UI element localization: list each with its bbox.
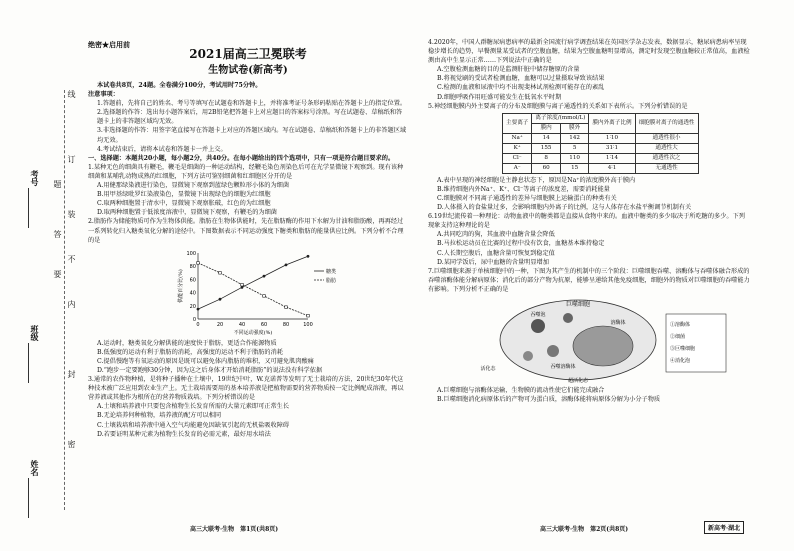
macrophage-figure-svg — [428, 296, 750, 384]
table-subheader: 膜内 — [532, 123, 561, 133]
notice-item: 3.非选择题的作答：用签字笔直接写在答题卡上对应的答题区域内。写在试题卷、草稿纸和答题卡上的非答题区域均无效。 — [97, 127, 407, 144]
legend-item: ②细菌 — [670, 333, 686, 340]
option-c[interactable]: C.人长期空腹后，血糖含量可恢复到稳定值 — [437, 249, 555, 257]
exam-number-label: 考号 — [30, 170, 40, 186]
data-point — [219, 271, 222, 274]
table-header: 离子浓度/(mmol/L) — [532, 113, 589, 123]
question-stem: 4.2020年，中国人群糖尿病患病率的最新全国流行病学调查结果在英国医学杂志发表，数据显示，糖尿病患病率呈现稳步增长的趋势，早餐测量某受试者的空腹血糖，结果为空腹血糖明显增高，测定时发现空腹血糖较正常值高，血液检测由高中生显示正常……下列说法中正确的是 — [428, 39, 750, 65]
vesicle-dot — [563, 313, 573, 323]
option-d[interactable]: D.细胞呼吸作用旺盛可能发生在低氧水平时期 — [437, 93, 562, 101]
table-cell: Na⁺ — [503, 133, 532, 143]
margin-hint: 要 — [53, 270, 62, 279]
margin-hint: 答 — [53, 230, 62, 239]
option-d[interactable]: D.“跑步一定要跑够30分钟，因为这之后身体才开始消耗脂肪”的说法没有科学依据 — [97, 366, 323, 374]
exam-info: 本试卷共8页，24题。全卷满分100分，考试用时75分钟。 — [97, 82, 262, 89]
page2-footer: 高三大联考·生物 第2页(共8页) — [540, 526, 629, 533]
question-stem: 1.某种无色的细菌具有鞭毛，鞭毛是细菌的一种运动结构，经鞭毛染色剂染色后可在光学显微镜下观察到。现有该种细菌和某哺乳动物成熟的红细胞，下列方法可鉴别细菌和红细胞区分开的是 — [88, 163, 404, 180]
table-cell: 60 — [532, 163, 561, 173]
option-a[interactable]: A.用健那绿染液进行染色，显微镜下观察到蓝绿色颗粒形小体的为细菌 — [97, 182, 290, 190]
option-d[interactable]: D.人体摄入的食盐量过多，会影响细胞内外离子的比例，这与人体存在水盐平衡调节机制有关 — [437, 204, 692, 212]
question-stem: 6.19世纪流传着一种理论：动物血液中的糖类都是直接从食物中来的。血液中糖类的多少取决于所吃糖的多少。下列现象支持这种理论的是 — [428, 213, 745, 230]
y-tick-label: 40 — [189, 290, 196, 297]
table-cell: K⁺ — [503, 143, 532, 153]
table-cell: 1∶14 — [589, 153, 635, 163]
question-stem: 3.通常的农作物种植，是将种子播种在土壤中，19世纪中叶，W.克诺普等发明了无土栽培的方法，20世纪30年代这种技术被广泛应用到农业生产上。无土栽培需要用的基本培养液是把植物需要的营养物质按一定比例配成溶液，再以营养液或其他作为根所在的营养物质栽培。下列分析错误的是 — [88, 376, 404, 402]
data-point — [197, 261, 200, 264]
data-point — [285, 263, 288, 266]
ion-table — [502, 113, 699, 174]
option-a[interactable]: A.巨噬细胞与溶酶体运输，生物膜的流动性使它们能完成融合 — [437, 386, 605, 394]
macrophage-figure — [428, 296, 750, 384]
legend-item: ③巨噬细胞 — [670, 345, 696, 352]
option-d[interactable]: D.某同学饭后，尿中血糖的含量明显增加 — [437, 258, 549, 266]
option-c[interactable]: C.取两种细胞置于清水中，显微镜下观察胀破，红色的为红细胞 — [97, 200, 271, 208]
option-b[interactable]: B.将视觉刷的受试者检测血糖，血糖可以过量摄取导致该结果 — [437, 75, 605, 83]
x-axis-label: 不同运动强度(%) — [233, 329, 273, 336]
margin-word: 封 — [67, 370, 76, 379]
option-a[interactable]: A.空腹检测血糖的目的是监测肝脏中储存糖原的含量 — [437, 66, 580, 74]
option-b[interactable]: B.无论培养何种植物，培养液的配方可以相同 — [97, 412, 222, 420]
energy-chart — [88, 247, 408, 337]
exam-subtitle: 生物试卷(新高考) — [208, 65, 288, 76]
data-point — [219, 297, 222, 300]
option-a[interactable]: A.共同吃肉的狗，其血液中血糖含量会降低 — [437, 231, 555, 239]
margin-word: 不 — [67, 255, 76, 264]
page2-column — [428, 38, 750, 404]
page1-column — [88, 38, 408, 439]
table-row — [503, 133, 699, 143]
x-tick-label: 20 — [216, 321, 224, 328]
data-point — [263, 294, 266, 297]
y-tick-label: 0 — [192, 316, 196, 323]
margin-word: 装 — [67, 210, 76, 219]
class-label: 班级 — [30, 325, 40, 341]
table-cell: 142 — [560, 133, 589, 143]
table-subheader: 膜外 — [560, 123, 589, 133]
option-a[interactable]: A.土壤和培养液中只要包含植物生长发育所需的大量元素即可正常生长 — [97, 403, 290, 411]
margin-word: 密 — [67, 440, 76, 449]
table-cell: 14 — [532, 133, 561, 143]
question-stem: 2.脂肪作为储能物质可作为生物体供能。脂肪在生物体供能时，先在脂肪酶的作用下水解为甘油和脂肪酸，再再经过一系列转化归入糖类氧化分解的途径中。下图数据表示不同运动强度下糖类和脂肪的能量供应比例。下列分析不合理的是 — [88, 218, 404, 244]
legend-entry: 脂肪 — [326, 277, 337, 284]
x-tick-label: 60 — [260, 321, 268, 328]
figure-label-lysosome: 溶酶体 — [610, 319, 626, 326]
table-cell: 31∶1 — [589, 143, 635, 153]
binding-margin — [0, 30, 82, 530]
data-point — [241, 283, 244, 286]
y-tick-label: 20 — [189, 303, 196, 310]
option-d[interactable]: D.若要证明某种元素为植物生长发育的必需元素，最好用水培法 — [97, 430, 271, 438]
section-heading: 一、选择题：本题共20小题，每小题2分，共40分。在每小题给出的四个选项中，只有一项是符合题目要求的。 — [88, 154, 395, 162]
table-cell: 通透性次之 — [635, 153, 698, 163]
table-cell: 155 — [532, 143, 561, 153]
figure-label-phagosome: 吞噬泡 — [530, 311, 546, 318]
margin-hint: 题 — [53, 180, 62, 189]
x-tick-label: 80 — [282, 321, 290, 328]
energy-chart-svg — [88, 247, 408, 337]
y-axis-label: 供能百分比(%) — [178, 268, 184, 303]
data-point — [197, 307, 200, 310]
series-line-2 — [198, 263, 308, 316]
option-c[interactable]: C.细胞膜对不同离子通透性的差异与细胞膜上运输蛋白的种类有关 — [437, 194, 617, 202]
notice-item: 1.答题前，先将自己的姓名、考号等填写在试题卷和答题卡上，并将准考证号条形码粘贴在答题卡上的指定位置。 — [97, 100, 407, 108]
table-cell: 5 — [560, 143, 589, 153]
question-stem: 5.神经细胞膜内外主要离子的分布及细胞膜与离子通透性的关系如下表所示。下列分析错误的是 — [428, 102, 688, 110]
option-c[interactable]: C.提倡慢跑等有氧运动的原因是既可以避免体内脂肪的堆积，又可避免肌肉酸痛 — [97, 357, 314, 365]
data-point — [263, 274, 266, 277]
data-point — [285, 306, 288, 309]
nucleus-shape — [573, 326, 633, 366]
figure-label-macrophage: 巨噬细胞 — [565, 300, 591, 308]
secret-stamp: 绝密★启用前 — [88, 40, 130, 49]
x-tick-label: 100 — [303, 321, 313, 328]
table-cell: 无通透性 — [635, 163, 698, 173]
option-a[interactable]: A.运动时，糖类氧化分解供能的速度快于脂肪，更适合作能源物质 — [97, 339, 277, 347]
table-cell: 110 — [560, 153, 589, 163]
seal-line — [64, 90, 65, 510]
table-header: 主要离子 — [503, 113, 532, 133]
question-stem: 7.巨噬细胞来源于单核细胞中的一种，下图为其产生的机制中的三个阶段：巨噬细胞吞噬、溶酶体与吞噬体融合形成的吞噬溶酶体能分解病原体；消化后的部分产物为抗原，能够呈递给其他免疫细胞，细胞外的物质对巨噬细胞的吞噬能力有影响。下列分析不正确的是 — [428, 267, 750, 293]
x-tick-label: 0 — [196, 321, 200, 328]
table-cell: 8 — [532, 153, 561, 163]
option-d[interactable]: D.取两种细胞置于低浓度溶液中，显微镜下观察，有鞭毛的为细菌 — [97, 209, 277, 217]
table-cell: 15 — [560, 163, 589, 173]
option-b[interactable]: B.马拉松运动员在比赛的过程中没有饮食，血糖基本维持稳定 — [437, 240, 605, 248]
y-tick-label: 60 — [189, 277, 196, 284]
lysosome-dot — [531, 319, 545, 333]
name-line[interactable] — [28, 478, 29, 518]
name-label: 姓名 — [30, 460, 40, 476]
figure-label-phagolysosome: 吞噬溶酶体 — [550, 363, 576, 370]
margin-word: 内 — [67, 300, 76, 309]
option-c[interactable]: C.土壤栽培和培养液中通入空气均能避免因缺氧引起的无机盐吸收障碍 — [97, 421, 290, 429]
lysosome-dot — [547, 345, 559, 357]
data-point — [307, 255, 310, 258]
option-c[interactable]: C.检测的血液和尿液中均不出现斐林试剂检测可能存在的紊乱 — [437, 84, 605, 92]
table-cell: 4∶1 — [589, 163, 635, 173]
table-row — [503, 143, 699, 153]
margin-word: 订 — [67, 155, 76, 164]
table-cell: 通透性很小 — [635, 133, 698, 143]
table-row — [503, 163, 699, 173]
table-header: 细胞膜对离子的通透性 — [635, 113, 698, 133]
exam-number-line[interactable] — [28, 188, 29, 228]
page1-footer: 高三大联考·生物 第1页(共8页) — [190, 526, 279, 533]
series-line-1 — [198, 256, 308, 309]
table-row — [503, 153, 699, 163]
vesicle-dot — [523, 351, 533, 361]
notice-item: 2.选择题的作答：选出每小题答案后，用2B铅笔把答题卡上对应题目的答案标号涂黑。写在试题卷、草稿纸和答题卡上的非答题区域均无效。 — [97, 109, 403, 126]
option-b[interactable]: B.低强度的运动有利于脂肪的消耗，高强度的运动不利于脂肪的消耗 — [97, 348, 283, 356]
data-point — [307, 314, 310, 317]
exam-title: 2021届高三卫冕联考 — [189, 47, 307, 61]
table-cell: Cl⁻ — [503, 153, 532, 163]
option-b[interactable]: B.巨噬细胞消化病原体后的产物可为蛋白质，溶酶体能将病原体分解为小分子物质 — [437, 396, 661, 404]
table-cell: 1∶10 — [589, 133, 635, 143]
option-a[interactable]: A.表中呈现的神经细胞是主静息状态下，原因是Na⁺的浓度膜外高于膜内 — [437, 176, 636, 184]
option-b[interactable]: B.用甲基绿吡罗红染液染色，显微镜下出现绿色的细胞为红细胞 — [97, 191, 271, 199]
margin-word: 线 — [67, 90, 76, 99]
data-point — [241, 286, 244, 289]
figure-label-hyperactivated: 超活化态 — [567, 377, 589, 384]
legend-entry: 糖类 — [326, 268, 337, 275]
edition-badge: 新高考·湖北 — [704, 521, 744, 534]
option-b[interactable]: B.维持细胞内外Na⁺、K⁺、Cl⁻等离子的浓度差，需要消耗能量 — [437, 185, 610, 193]
legend-item: ④消化泡 — [670, 357, 691, 364]
class-line[interactable] — [28, 343, 29, 383]
table-cell: 通透性大 — [635, 143, 698, 153]
notice-heading: 注意事项： — [88, 91, 119, 99]
table-cell: A⁻ — [503, 163, 532, 173]
x-tick-label: 40 — [238, 321, 246, 328]
notice-item: 4.考试结束后，请将本试卷和答题卡一并上交。 — [97, 145, 227, 153]
figure-label-activated: 活化态 — [480, 365, 496, 372]
y-tick-label: 100 — [186, 250, 196, 257]
legend-item: ①溶酶体 — [670, 321, 691, 328]
table-header: 膜内外离子比例 — [589, 113, 635, 133]
y-tick-label: 80 — [189, 263, 196, 270]
